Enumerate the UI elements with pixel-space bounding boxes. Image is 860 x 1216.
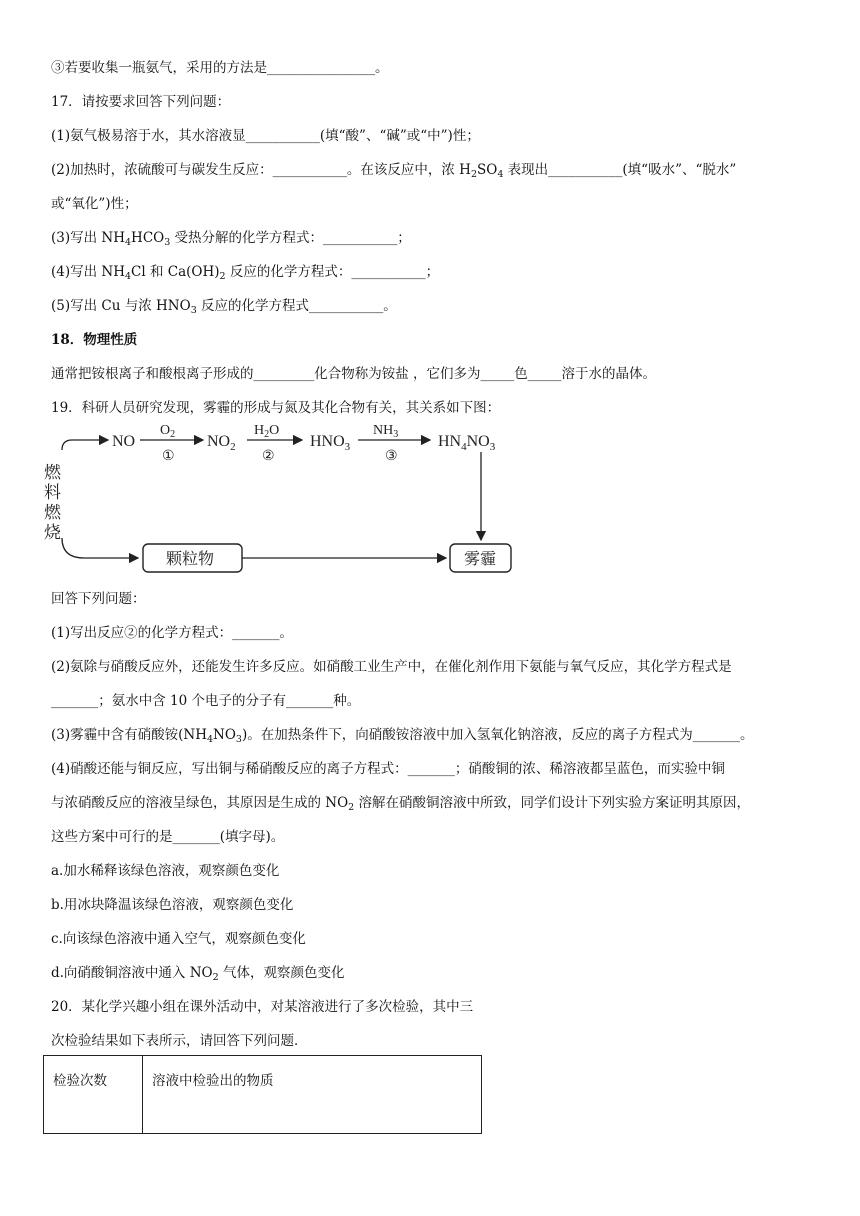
question-19-answer-prompt: 回答下列问题：	[51, 591, 146, 607]
question-17-part-2-cont: 或“氧化”)性；	[51, 196, 138, 212]
question-18-text: 通常把铵根离子和酸根离子形成的_________化合物称为铵盐 ，它们多为_____色_____溶于水的晶体。	[51, 366, 657, 382]
question-18-title: 18．物理性质	[51, 332, 138, 348]
question-20-title-cont: 次检验结果如下表所示，请回答下列问题．	[51, 1033, 308, 1049]
step-2-label: ②	[262, 449, 275, 464]
no-label: NO	[112, 433, 136, 450]
question-19-part-2: (2)氨除与硝酸反应外，还能发生许多反应。如硝酸工业生产中，在催化剂作用下氨能与氧气反应，其化学方程式是	[51, 659, 732, 675]
fuel-combustion-char: 燃	[44, 463, 61, 482]
question-17-part-4: (4)写出 $NH_4Cl$ 和 $Ca(OH)_2$ 反应的化学方程式：___________；	[51, 264, 440, 282]
question-20-title: 20．某化学兴趣小组在课外活动中，对某溶液进行了多次检验，其中三	[51, 999, 474, 1015]
inspection-table	[43, 1055, 482, 1134]
arrow-to-particles	[62, 538, 138, 558]
question-19-part-3: (3)雾霾中含有硝酸铵$(NH_4NO_3)$。在加热条件下，向硝酸铵溶液中加入氢氧化钠溶液，反应的离子方程式为_______。	[51, 727, 754, 745]
table-header-substances: 溶液中检验出的物质	[143, 1056, 482, 1134]
fuel-combustion-char: 烧	[44, 523, 61, 542]
question-19-part-4-cont2: 这些方案中可行的是_______(填字母)。	[51, 829, 285, 845]
fuel-combustion-text	[44, 463, 62, 542]
reagent-o2: $O_2$	[160, 423, 176, 440]
arrow-to-no	[62, 440, 108, 450]
question-19-part-4: (4)硝酸还能与铜反应，写出铜与稀硝酸反应的离子方程式：_______；硝酸铜的浓、稀溶液都呈蓝色，而实验中铜	[51, 761, 725, 777]
line-collect-ammonia: ③若要收集一瓶氨气，采用的方法是________________。	[51, 60, 389, 76]
option-c: c.向该绿色溶液中通入空气，观察颜色变化	[51, 931, 306, 947]
haze-label: 雾霾	[464, 551, 497, 568]
option-b: b.用冰块降温该绿色溶液，观察颜色变化	[51, 897, 294, 913]
option-a: a.加水稀释该绿色溶液，观察颜色变化	[51, 863, 280, 879]
reagent-nh3: $NH_3$	[373, 423, 399, 440]
question-19-title: 19．科研人员研究发现，雾霾的形成与氮及其化合物有关，其关系如下图：	[51, 400, 501, 416]
question-17-title: 17．请按要求回答下列问题：	[51, 94, 231, 110]
fuel-combustion-char: 料	[44, 483, 61, 502]
reagent-h2o: $H_2O$	[254, 423, 280, 440]
particles-label: 颗粒物	[166, 551, 215, 568]
question-19-part-1: (1)写出反应②的化学方程式：_______。	[51, 625, 293, 641]
question-17-part-5: (5)写出 Cu 与浓 $HNO_3$ 反应的化学方程式___________。	[51, 298, 397, 316]
haze-formation-diagram	[40, 420, 530, 585]
table-row	[44, 1056, 482, 1134]
question-17-part-1: (1)氨气极易溶于水，其水溶液显___________(填“酸”、“碱”或“中”)性；	[51, 128, 480, 144]
question-19-part-4-cont: 与浓硝酸反应的溶液呈绿色，其原因是生成的 $NO_2$ 溶解在硝酸铜溶液中所致，同学们设计下列实验方案证明其原因，	[51, 795, 751, 813]
no2-label: $NO_2$	[207, 433, 236, 453]
table-header-count: 检验次数	[44, 1056, 143, 1134]
step-1-label: ①	[162, 449, 175, 464]
fuel-combustion-char: 燃	[44, 503, 61, 522]
fuel-combustion-label	[44, 463, 62, 542]
step-3-label: ③	[385, 449, 398, 464]
question-17-part-3: (3)写出 $NH_4HCO_3$ 受热分解的化学方程式：___________；	[51, 230, 411, 248]
nh4no3-label: $HN_4NO_3$	[438, 433, 496, 453]
question-19-part-2-cont: _______；氨水中含 10 个电子的分子有_______种。	[51, 693, 361, 709]
question-17-part-2: (2)加热时，浓硫酸可与碳发生反应：___________。在该反应中，浓 $H_2SO_4$ 表现出___________(填“吸水”、“脱水”	[51, 162, 737, 180]
option-d: d.向硝酸铜溶液中通入 $NO_2$ 气体，观察颜色变化	[51, 965, 345, 983]
hno3-label: $HNO_3$	[310, 433, 351, 453]
